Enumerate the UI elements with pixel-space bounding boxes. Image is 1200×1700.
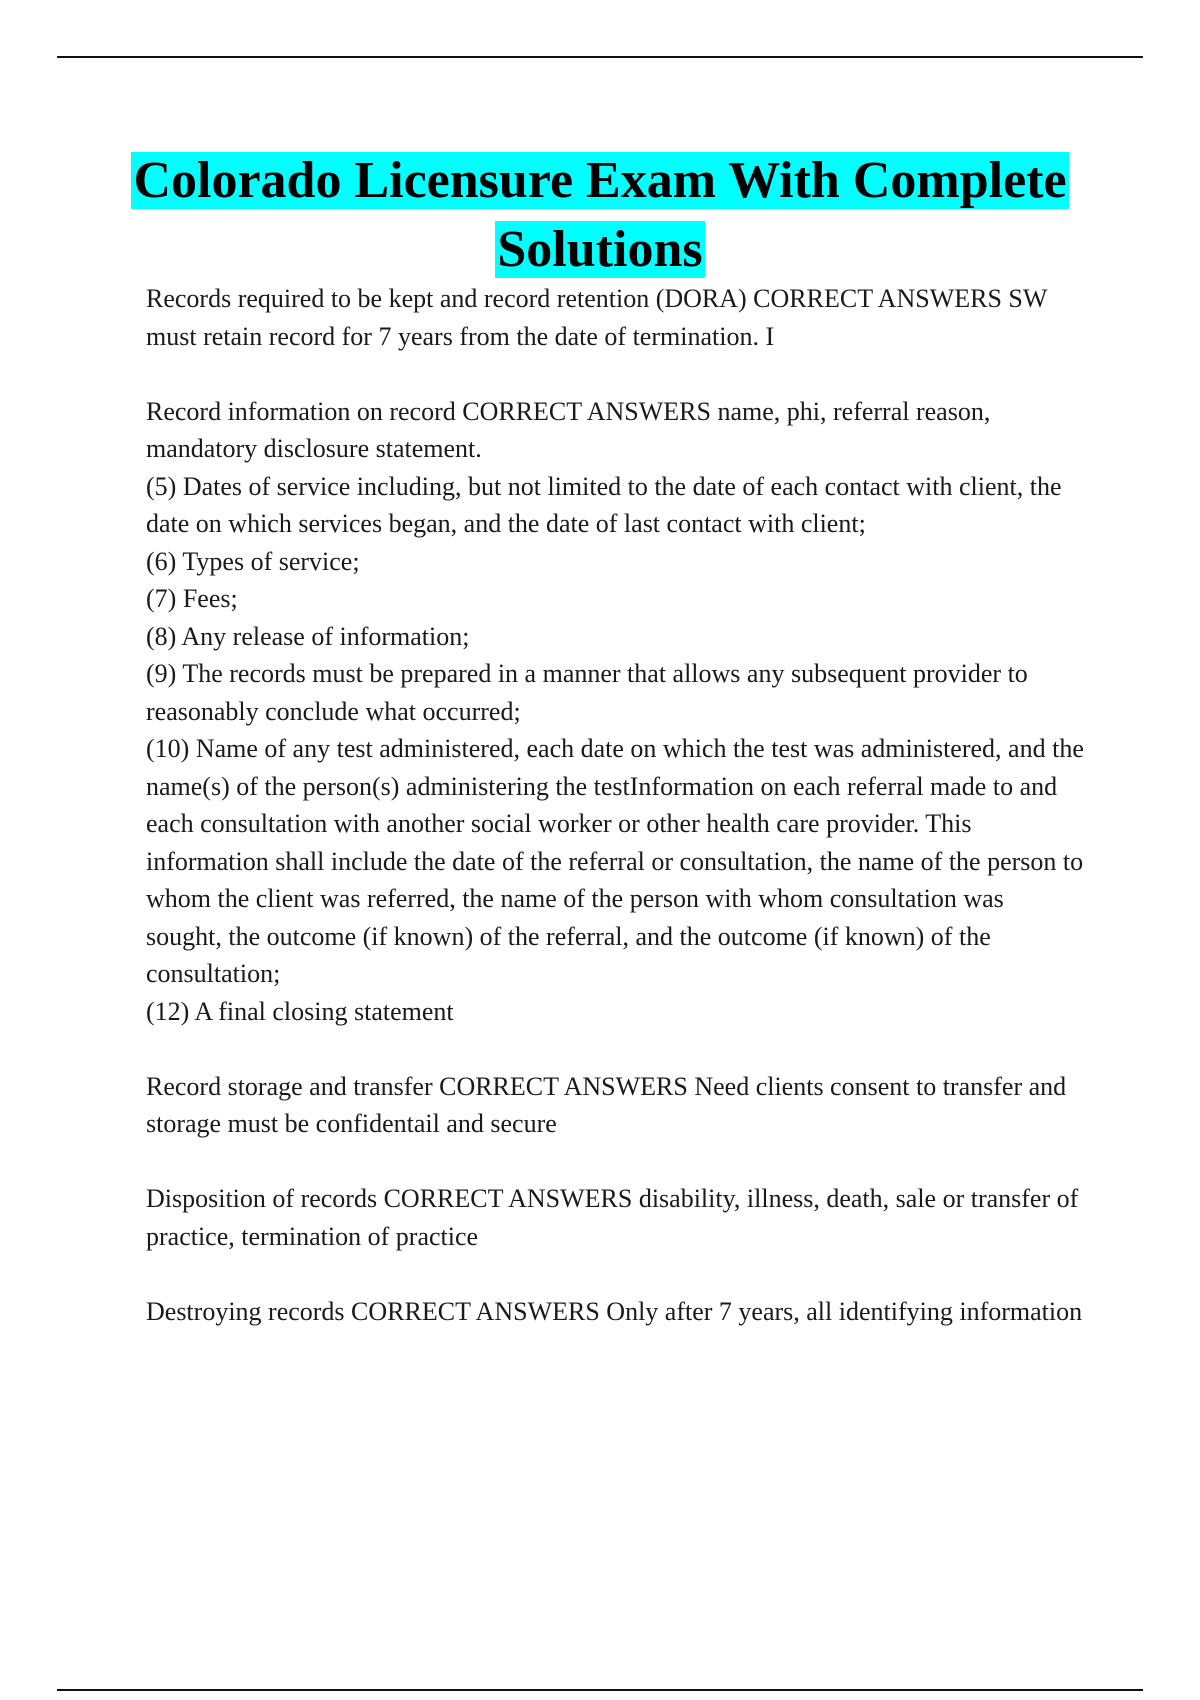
qa-disposition-of-records [146, 1180, 1086, 1255]
title-line-2: Solutions [497, 221, 703, 278]
qa-line: Record information on record CORRECT ANSWERS name, phi, referral reason, mandatory disclosure statement. [146, 396, 991, 463]
qa-line: (12) A final closing statement [146, 996, 454, 1026]
qa-line: Destroying records CORRECT ANSWERS Only after 7 years, all identifying information [146, 1296, 1083, 1326]
qa-record-storage [146, 1068, 1086, 1143]
qa-line: (8) Any release of information; [146, 621, 470, 651]
footer-rule [57, 1689, 1143, 1691]
qa-line: (9) The records must be prepared in a manner that allows any subsequent provider to reasonably conclude what occurred; [146, 659, 1028, 726]
document-title [60, 146, 1140, 284]
qa-destroying-records [146, 1293, 1086, 1331]
qa-line: (7) Fees; [146, 584, 238, 613]
qa-line: Record storage and transfer CORRECT ANSWERS Need clients consent to transfer and storage must be confidentail and secure [146, 1071, 1067, 1138]
qa-line: (10) Name of any test administered, each date on which the test was administered, and the name(s) of the person(s) administering the testInformation on each referral made to and each consultation with another social worker or other health care provider. This information shall include the date of the referral or consultation, the name of the person to whom the client was referred, the name of the person with whom consultation was sought, the outcome (if known) of the referral, and the outcome (if known) of the consultation; [146, 734, 1084, 988]
document-body [146, 280, 1086, 1368]
qa-record-information [146, 393, 1086, 1031]
header-rule [57, 56, 1143, 58]
qa-line: Disposition of records CORRECT ANSWERS disability, illness, death, sale or transfer of practice, termination of practice [146, 1184, 1079, 1251]
qa-line: Records required to be kept and record retention (DORA) CORRECT ANSWERS SW must retain record for 7 years from the date of termination. I [146, 284, 1047, 351]
qa-record-retention [146, 280, 1086, 355]
qa-line: (6) Types of service; [146, 546, 360, 576]
title-line-1: Colorado Licensure Exam With Complete [133, 152, 1067, 209]
qa-line: (5) Dates of service including, but not limited to the date of each contact with client, the date on which services began, and the date of last contact with client; [146, 471, 1062, 538]
